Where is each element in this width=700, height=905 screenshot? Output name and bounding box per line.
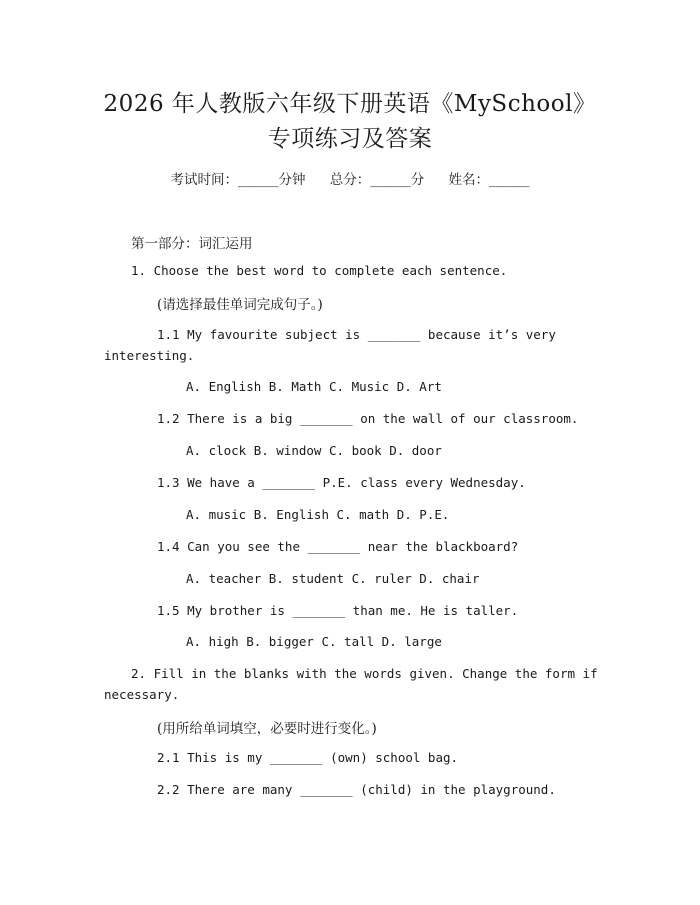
question-1-2-stem: 1.2 There is a big _______ on the wall of our classroom. xyxy=(157,411,579,426)
question-1-1-stem: 1.1 My favourite subject is _______ because it’s very xyxy=(157,327,556,342)
page-subtitle: 专项练习及答案 xyxy=(267,126,433,152)
question-1-1-options: A. English B. Math C. Music D. Art xyxy=(186,379,442,394)
question-2-instruction: 2. Fill in the blanks with the words given. Change the form if xyxy=(131,666,598,681)
question-1-instruction: 1. Choose the best word to complete each sentence. xyxy=(131,263,508,278)
question-2-2: 2.2 There are many _______ (child) in the playground. xyxy=(157,782,556,797)
question-1-4-stem: 1.4 Can you see the _______ near the blackboard? xyxy=(157,539,519,554)
question-1-2-options: A. clock B. window C. book D. door xyxy=(186,443,442,458)
page-title: 2026 年人教版六年级下册英语《MySchool》 xyxy=(103,91,597,117)
question-1-5-stem: 1.5 My brother is _______ than me. He is taller. xyxy=(157,603,519,618)
exam-score-field: 总分：______分 xyxy=(329,172,425,188)
exam-name-field: 姓名：______ xyxy=(448,172,530,188)
question-1-1-stem-cont: interesting. xyxy=(104,348,195,363)
question-2-instruction-cn: (用所给单词填空，必要时进行变化。) xyxy=(157,721,377,737)
question-1-3-stem: 1.3 We have a _______ P.E. class every Wednesday. xyxy=(157,475,526,490)
question-1-4-options: A. teacher B. student C. ruler D. chair xyxy=(186,571,480,586)
question-1-3-options: A. music B. English C. math D. P.E. xyxy=(186,507,450,522)
section-heading: 第一部分：词汇运用 xyxy=(131,236,253,252)
question-1-5-options: A. high B. bigger C. tall D. large xyxy=(186,634,442,649)
question-2-instruction-cont: necessary. xyxy=(104,687,180,702)
exam-time-field: 考试时间：______分钟 xyxy=(170,172,306,188)
question-2-1: 2.1 This is my _______ (own) school bag. xyxy=(157,750,459,765)
question-1-instruction-cn: (请选择最佳单词完成句子。) xyxy=(157,297,323,313)
exam-info xyxy=(0,168,700,188)
